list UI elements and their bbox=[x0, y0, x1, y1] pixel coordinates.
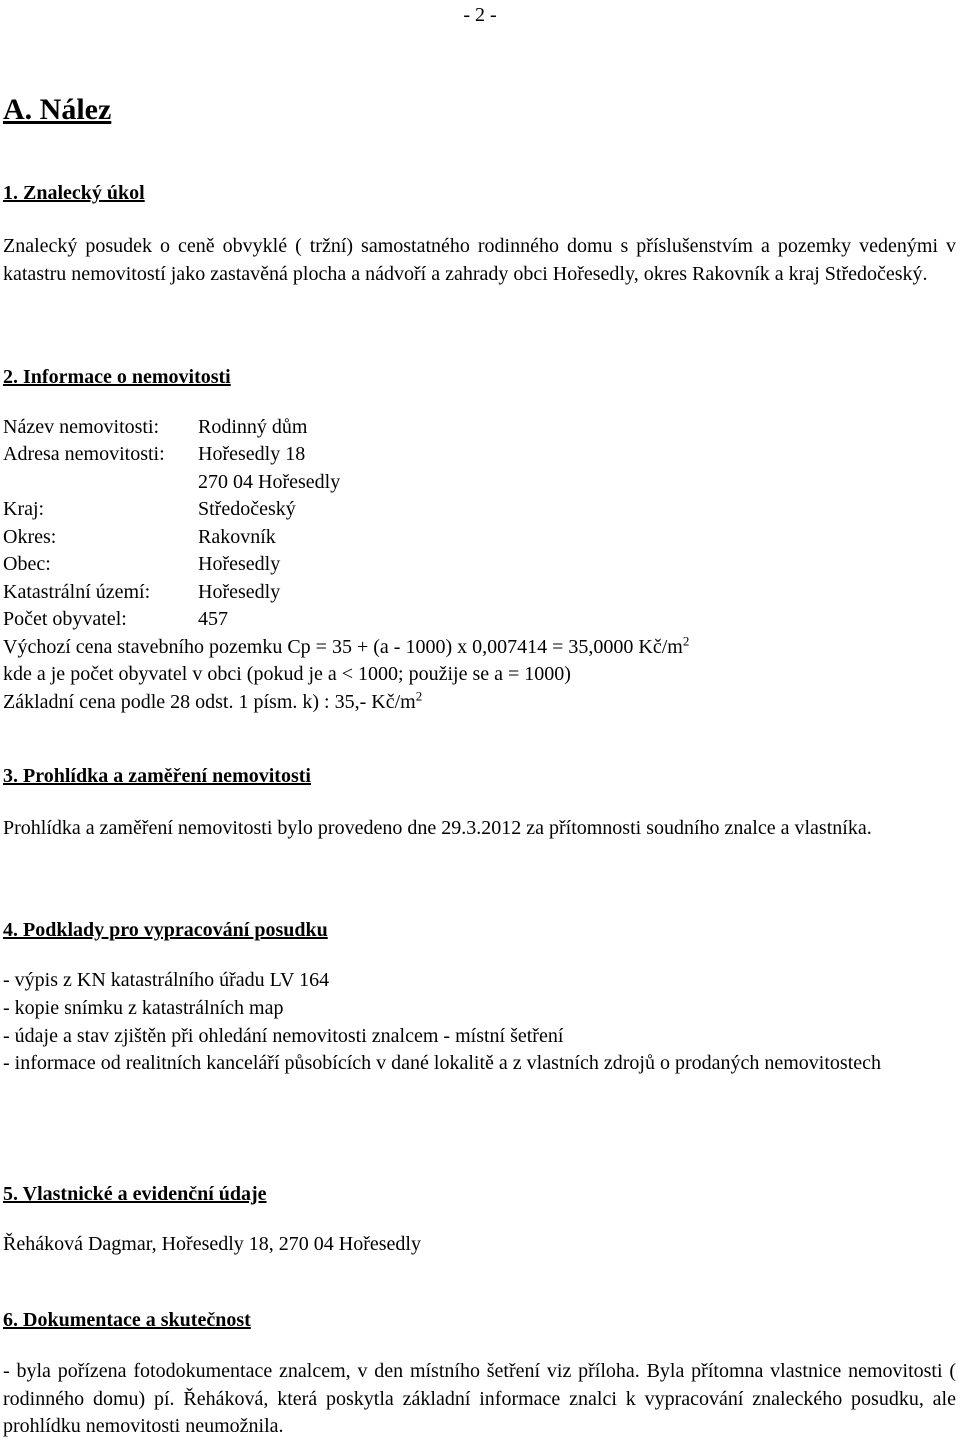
info-row bbox=[3, 551, 280, 578]
page-number: - 2 - bbox=[463, 4, 497, 26]
heading-informace: 2. Informace o nemovitosti bbox=[3, 366, 231, 388]
base-price-line bbox=[3, 689, 956, 717]
info-value: Hořesedly 18 bbox=[198, 443, 306, 465]
info-label: Počet obyvatel: bbox=[3, 608, 127, 630]
heading-prohlidka: 3. Prohlídka a zaměření nemovitosti bbox=[3, 765, 311, 787]
info-row bbox=[3, 606, 228, 633]
info-value: Středočeský bbox=[198, 498, 296, 520]
podklady-item: - údaje a stav zjištěn při ohledání nemovitosti znalcem - místní šetření bbox=[3, 1025, 564, 1047]
section-title: A. Nález bbox=[3, 93, 112, 126]
heading-znalecky-ukol: 1. Znalecký úkol bbox=[3, 182, 145, 204]
info-label: Kraj: bbox=[3, 498, 45, 520]
info-value: 270 04 Hořesedly bbox=[198, 471, 341, 493]
price-formula: Výchozí cena stavebního pozemku Cp = 35 + (a - 1000) x 0,007414 = 35,0000 Kč/m bbox=[3, 636, 683, 658]
info-row bbox=[3, 414, 307, 441]
info-label: Okres: bbox=[3, 526, 57, 548]
podklady-item: - výpis z KN katastrálního úřadu LV 164 bbox=[3, 969, 330, 991]
info-label: Adresa nemovitosti: bbox=[3, 443, 165, 465]
dokumentace-text: - byla pořízena fotodokumentace znalcem, v den místního šetření viz příloha. Byla přítomna vlastnice nemovitosti ( rodinného domu) pí. Řeháková, která poskytla základní informace znalci k vypracování znaleckého posudku, ale prohlídku nemovitosti neumožnila. bbox=[3, 1360, 956, 1437]
heading-dokumentace: 6. Dokumentace a skutečnost bbox=[3, 1309, 251, 1331]
info-label: Obec: bbox=[3, 553, 51, 575]
info-value: 457 bbox=[198, 608, 228, 630]
info-value: Hořesedly bbox=[198, 581, 281, 603]
price-line bbox=[3, 634, 956, 662]
info-label: Katastrální území: bbox=[3, 581, 151, 603]
heading-vlastnicke: 5. Vlastnické a evidenční údaje bbox=[3, 1183, 267, 1205]
info-value: Rodinný dům bbox=[198, 416, 308, 438]
info-label: Název nemovitosti: bbox=[3, 416, 160, 438]
price-unit-exponent: 2 bbox=[682, 633, 690, 649]
vlastnicke-text: Řeháková Dagmar, Hořesedly 18, 270 04 Hořesedly bbox=[3, 1233, 421, 1255]
podklady-item: - kopie snímku z katastrálních map bbox=[3, 997, 284, 1019]
base-price-text: Základní cena podle 28 odst. 1 písm. k) : 35,- Kč/m bbox=[3, 691, 416, 713]
info-row bbox=[3, 496, 296, 523]
info-value: Hořesedly bbox=[198, 553, 281, 575]
prohlidka-text: Prohlídka a zaměření nemovitosti bylo provedeno dne 29.3.2012 za přítomnosti soudního znalce a vlastníka. bbox=[3, 817, 872, 839]
info-row bbox=[3, 579, 280, 606]
info-row bbox=[3, 441, 305, 468]
info-row bbox=[3, 524, 276, 551]
info-row bbox=[3, 469, 340, 496]
where-line: kde a je počet obyvatel v obci (pokud je a < 1000; použije se a = 1000) bbox=[3, 663, 571, 685]
znalecky-ukol-text: Znalecký posudek o ceně obvyklé ( tržní) samostatného rodinného domu s příslušenstvím a pozemky vedenými v katastru nemovitostí jako zastavěná plocha a nádvoří a zahrady obci Hořesedly, okres Rakovník a kraj Středočeský. bbox=[3, 235, 956, 285]
heading-podklady: 4. Podklady pro vypracování posudku bbox=[3, 919, 328, 941]
info-value: Rakovník bbox=[198, 526, 276, 548]
base-price-unit-exponent: 2 bbox=[415, 688, 423, 704]
podklady-item: - informace od realitních kanceláří působících v dané lokalitě a z vlastních zdrojů o prodaných nemovitostech bbox=[3, 1052, 882, 1074]
